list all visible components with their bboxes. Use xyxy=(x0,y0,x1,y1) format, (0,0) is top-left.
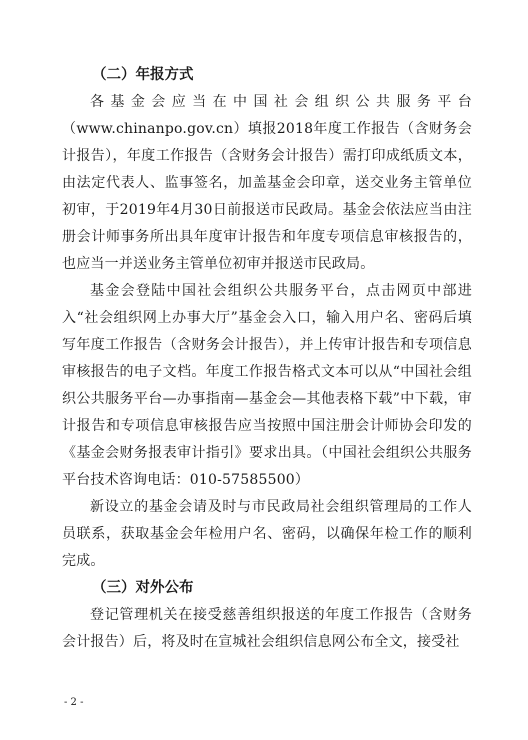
paragraph-new-foundations: 新设立的基金会请及时与市民政局社会组织管理局的工作人员联系，获取基金会年检用户名、密码，以确保年检工作的顺利完成。 xyxy=(62,499,472,569)
section-heading-annual-report-method: （二）年报方式 xyxy=(92,67,194,83)
document-body xyxy=(62,62,472,656)
page-number: - 2 - xyxy=(64,697,84,708)
paragraph-public-disclosure: 登记管理机关在接受慈善组织报送的年度工作报告（含财务会计报告）后，将及时在宣城社会组织信息网公布全文，接受社 xyxy=(62,607,472,650)
section-heading-public-disclosure: （三）对外公布 xyxy=(92,580,194,596)
paragraph-submission-requirements: 各基金会应当在中国社会组织公共服务平台（www.chinanpo.gov.cn）填报2018年度工作报告（含财务会计报告），年度工作报告（含财务会计报告）需打印成纸质文本，由法定代表人、监事签名，加盖基金会印章，送交业务主管单位初审，于2019年4月30日前报送市民政局。基金会依法应当由注册会计师事务所出具年度审计报告和年度专项信息审核报告的，也应当一并送业务主管单位初审并报送市民政局。 xyxy=(62,94,472,272)
paragraph-online-filing-steps: 基金会登陆中国社会组织公共服务平台，点击网页中部进入“社会组织网上办事大厅”基金会入口，输入用户名、密码后填写年度工作报告（含财务会计报告），并上传审计报告和专项信息审核报告的电子文档。年度工作报告格式文本可以从“中国社会组织公共服务平台—办事指南—基金会—其他表格下载”中下载，审计报告和专项信息审核报告应当按照中国注册会计师协会印发的《基金会财务报表审计指引》要求出具。（中国社会组织公共服务平台技术咨询电话：010-57585500） xyxy=(62,283,472,488)
